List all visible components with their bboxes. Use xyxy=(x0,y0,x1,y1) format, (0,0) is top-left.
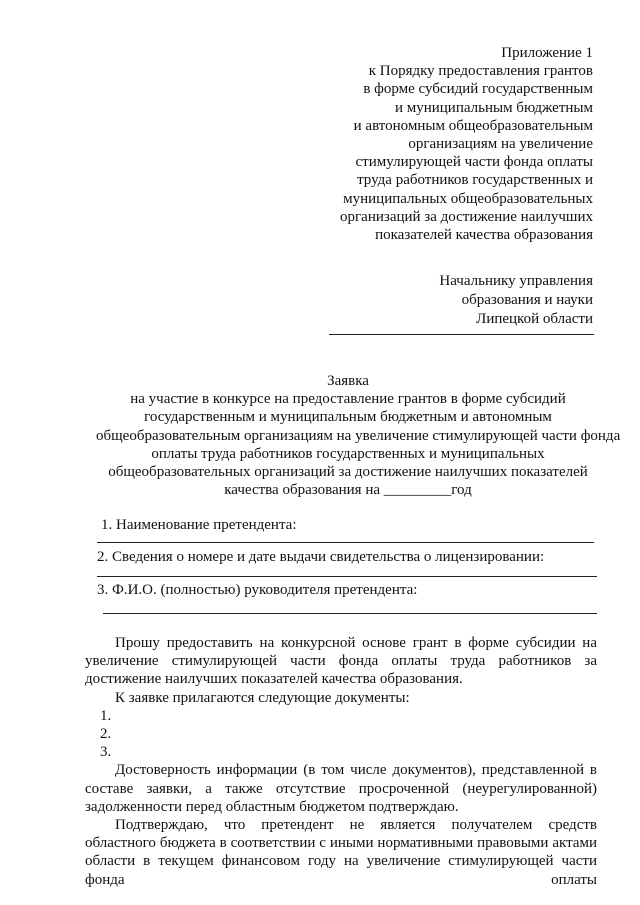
application-title-line: общеобразовательных организаций за достижение наилучших показателей xyxy=(108,464,588,481)
appendix-line: стимулирующей части фонда оплаты xyxy=(355,154,593,171)
application-title-line: качества образования на _________год xyxy=(224,482,472,499)
addressee-block xyxy=(333,272,593,329)
attachment-item: 1. xyxy=(100,707,112,724)
body-text xyxy=(85,634,597,889)
application-title xyxy=(96,372,621,499)
appendix-line: организаций за достижение наилучших xyxy=(340,208,593,225)
form-item-label: 1. Наименование претендента: xyxy=(101,517,297,533)
appendix-line: в форме субсидий государственным xyxy=(363,81,593,98)
attachments-intro: К заявке прилагаются следующие документы: xyxy=(115,689,410,706)
fill-in-line xyxy=(103,613,597,614)
appendix-line: к Порядку предоставления грантов xyxy=(368,63,593,80)
application-title-line: государственным и муниципальным бюджетным и автономным xyxy=(144,409,552,426)
appendix-line: показателей качества образования xyxy=(375,227,593,244)
application-heading: Заявка xyxy=(327,373,369,389)
fill-in-line xyxy=(97,576,597,577)
appendix-line: Приложение 1 xyxy=(501,45,593,61)
appendix-line: и автономным общеобразовательным xyxy=(353,117,593,134)
form-item-label: 2. Сведения о номере и дате выдачи свидетельства о лицензировании: xyxy=(97,549,545,565)
addressee-line: образования и науки xyxy=(461,292,593,308)
form-items xyxy=(97,516,597,614)
addressee-line: Липецкой области xyxy=(476,311,593,327)
appendix-header xyxy=(293,44,593,244)
attachment-item: 3. xyxy=(100,744,112,761)
confirm-paragraph: Подтверждаю, что претендент не является получателем средств областного бюджета в соответствии с иными нормативными правовыми актами области в текущем финансовом году на увеличение стимулирующей части фонда оплаты xyxy=(85,817,597,888)
form-item-label: 3. Ф.И.О. (полностью) руководителя претендента: xyxy=(97,582,418,598)
attachment-item: 2. xyxy=(100,726,112,743)
addressee-line: Начальнику управления xyxy=(439,273,593,289)
fill-in-line xyxy=(97,542,594,543)
appendix-line: и муниципальным бюджетным xyxy=(394,99,593,116)
reliability-paragraph: Достоверность информации (в том числе документов), представленной в составе заявки, а также отсутствие просроченной (неурегулированной) задолженности перед областным бюджетом подтверждаю. xyxy=(85,762,597,815)
application-title-line: оплаты труда работников государственных и муниципальных xyxy=(151,445,545,462)
appendix-line: труда работников государственных и xyxy=(357,172,593,189)
addressee-signature-rule xyxy=(329,334,594,335)
request-paragraph: Прошу предоставить на конкурсной основе грант в форме субсидии на увеличение стимулирующей части фонда оплаты труда работников за достижение наилучших показателей качества образования. xyxy=(85,635,597,688)
application-title-line: общеобразовательным организациям на увеличение стимулирующей части фонда xyxy=(96,427,621,444)
appendix-line: организациям на увеличение xyxy=(408,136,593,153)
application-title-line: на участие в конкурсе на предоставление грантов в форме субсидий xyxy=(130,391,566,408)
appendix-line: муниципальных общеобразовательных xyxy=(343,190,593,207)
